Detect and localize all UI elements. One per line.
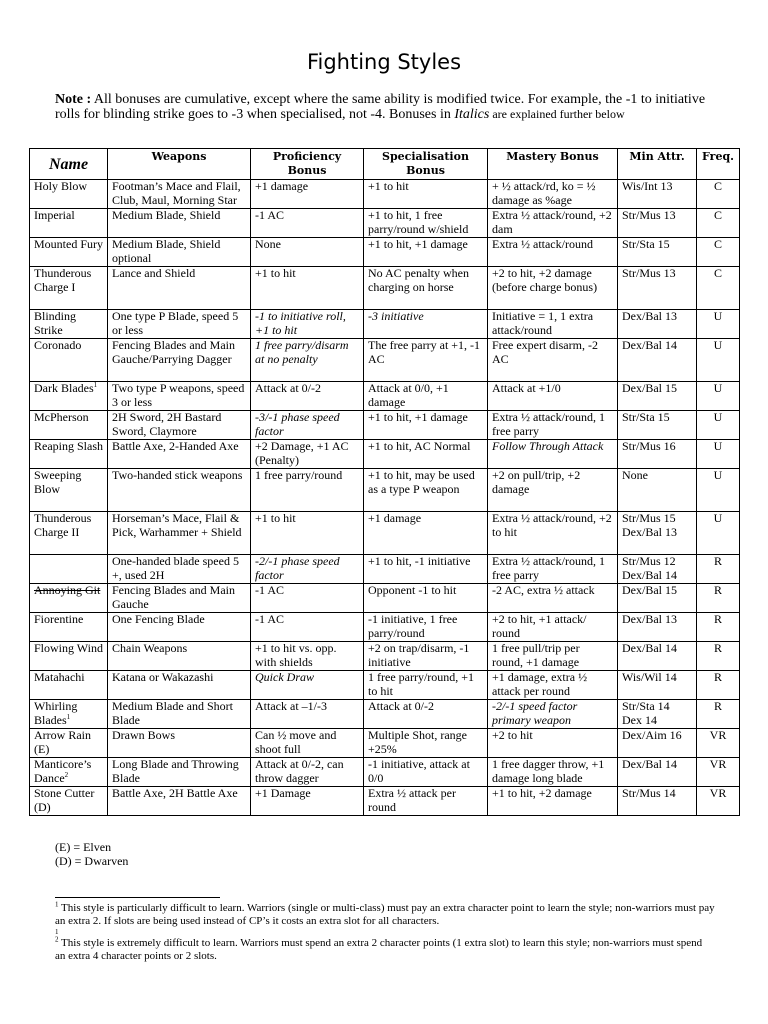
table-row xyxy=(30,787,740,816)
cell-specialisation: The free parry at +1, -1 AC xyxy=(364,339,488,382)
cell-weapons: Battle Axe, 2-Handed Axe xyxy=(108,440,251,469)
cell-freq: U xyxy=(697,440,740,469)
note-label: Note : xyxy=(55,92,92,107)
cell-mastery: +1 damage, extra ½ attack per round xyxy=(488,671,618,700)
cell-weapons: Long Blade and Throwing Blade xyxy=(108,758,251,787)
cell-proficiency: Attack at –1/-3 xyxy=(251,700,364,729)
table-row xyxy=(30,440,740,469)
cell-weapons: Horseman’s Mace, Flail & Pick, Warhammer + Shield xyxy=(108,512,251,555)
cell-freq: C xyxy=(697,238,740,267)
cell-name: Fiorentine xyxy=(30,613,108,642)
cell-mastery: Extra ½ attack/round, 1 free parry xyxy=(488,555,618,584)
cell-freq: R xyxy=(697,555,740,584)
header-proficiency-bonus: Proficiency Bonus xyxy=(251,149,364,180)
cell-specialisation: -1 initiative, 1 free parry/round xyxy=(364,613,488,642)
cell-name: Thunderous Charge II xyxy=(30,512,108,555)
cell-weapons: Two type P weapons, speed 3 or less xyxy=(108,382,251,411)
cell-proficiency: -1 AC xyxy=(251,584,364,613)
style-name: Manticore’s Dance xyxy=(34,757,92,785)
table-row xyxy=(30,267,740,310)
cell-weapons: Lance and Shield xyxy=(108,267,251,310)
cell-proficiency: Can ½ move and shoot full xyxy=(251,729,364,758)
header-freq: Freq. xyxy=(697,149,740,180)
table-row xyxy=(30,469,740,512)
cell-freq: C xyxy=(697,267,740,310)
footnote-1-text: This style is particularly difficult to learn. Warriors (single or multi-class) must pay an extra character point to learn the style; non-warriors must pay an extra 2. If slots are being used instead of CP’s it costs an extra slot for all characters. xyxy=(55,902,715,927)
cell-specialisation: +1 to hit, 1 free parry/round w/shield xyxy=(364,209,488,238)
cell-mastery: Follow Through Attack xyxy=(488,440,618,469)
cell-min-attr: Str/Mus 13 xyxy=(618,209,697,238)
legend-dwarven: (D) = Dwarven xyxy=(55,854,129,868)
stray-footnote-marker: 1 xyxy=(55,928,59,936)
cell-specialisation: +1 to hit, +1 damage xyxy=(364,411,488,440)
cell-freq: C xyxy=(697,209,740,238)
note-italics-word: Italics xyxy=(454,107,490,122)
cell-proficiency: None xyxy=(251,238,364,267)
cell-proficiency: 1 free parry/disarm at no penalty xyxy=(251,339,364,382)
fighting-styles-table xyxy=(29,148,740,816)
cell-freq: R xyxy=(697,700,740,729)
cell-proficiency: 1 free parry/round xyxy=(251,469,364,512)
header-specialisation-bonus: Specialisation Bonus xyxy=(364,149,488,180)
cell-specialisation: +1 to hit, may be used as a type P weapon xyxy=(364,469,488,512)
cell-mastery: Extra ½ attack/round, +2 to hit xyxy=(488,512,618,555)
cell-mastery: -2 AC, extra ½ attack xyxy=(488,584,618,613)
footnote-2-marker: 2 xyxy=(55,935,59,944)
table-row xyxy=(30,758,740,787)
legend xyxy=(55,840,128,868)
cell-mastery: + ½ attack/rd, ko = ½ damage as %age xyxy=(488,180,618,209)
cell-weapons: Battle Axe, 2H Battle Axe xyxy=(108,787,251,816)
cell-min-attr: Wis/Wil 14 xyxy=(618,671,697,700)
cell-proficiency: +1 damage xyxy=(251,180,364,209)
cell-weapons: Chain Weapons xyxy=(108,642,251,671)
table-row xyxy=(30,700,740,729)
cell-name: McPherson xyxy=(30,411,108,440)
cell-proficiency: +1 to hit xyxy=(251,512,364,555)
cell-specialisation: Multiple Shot, range +25% xyxy=(364,729,488,758)
cell-name: Sweeping Blow xyxy=(30,469,108,512)
header-mastery-bonus: Mastery Bonus xyxy=(488,149,618,180)
cell-freq: U xyxy=(697,310,740,339)
cell-min-attr: Str/Mus 13 xyxy=(618,267,697,310)
cell-weapons: Medium Blade, Shield xyxy=(108,209,251,238)
note-text-part2: are explained further below xyxy=(489,107,625,121)
cell-proficiency: -1 AC xyxy=(251,209,364,238)
cell-name: Reaping Slash xyxy=(30,440,108,469)
cell-weapons: Footman’s Mace and Flail, Club, Maul, Morning Star xyxy=(108,180,251,209)
cell-weapons: Fencing Blades and Main Gauche/Parrying Dagger xyxy=(108,339,251,382)
cell-weapons: Medium Blade, Shield optional xyxy=(108,238,251,267)
table-row xyxy=(30,180,740,209)
cell-specialisation: +1 to hit xyxy=(364,180,488,209)
cell-freq: U xyxy=(697,382,740,411)
cell-freq: VR xyxy=(697,787,740,816)
cell-min-attr: Dex/Bal 13 xyxy=(618,310,697,339)
cell-freq: R xyxy=(697,584,740,613)
cell-weapons: Katana or Wakazashi xyxy=(108,671,251,700)
cell-mastery: Extra ½ attack/round, 1 free parry xyxy=(488,411,618,440)
cell-name: Mounted Fury xyxy=(30,238,108,267)
cell-proficiency: -3/-1 phase speed factor xyxy=(251,411,364,440)
cell-specialisation: +1 damage xyxy=(364,512,488,555)
cell-min-attr: Str/Mus 12 Dex/Bal 14 xyxy=(618,555,697,584)
cell-min-attr: Str/Mus 15 Dex/Bal 13 xyxy=(618,512,697,555)
style-name: Dark Blades xyxy=(34,381,94,395)
footnotes xyxy=(55,902,715,963)
cell-proficiency: -1 AC xyxy=(251,613,364,642)
table-row xyxy=(30,209,740,238)
cell-mastery: +2 on pull/trip, +2 damage xyxy=(488,469,618,512)
cell-name: Flowing Wind xyxy=(30,642,108,671)
cell-min-attr: Str/Sta 14 Dex 14 xyxy=(618,700,697,729)
cell-name: Coronado xyxy=(30,339,108,382)
cell-mastery: +2 to hit, +2 damage (before charge bonus) xyxy=(488,267,618,310)
cell-proficiency: +1 Damage xyxy=(251,787,364,816)
table-row xyxy=(30,238,740,267)
footnote-1-marker: 1 xyxy=(55,900,59,909)
table-row xyxy=(30,411,740,440)
table-row xyxy=(30,613,740,642)
cell-name xyxy=(30,555,108,584)
cell-weapons: Fencing Blades and Main Gauche xyxy=(108,584,251,613)
cell-min-attr: Str/Sta 15 xyxy=(618,411,697,440)
cell-weapons: One Fencing Blade xyxy=(108,613,251,642)
cell-name: Thunderous Charge I xyxy=(30,267,108,310)
cell-freq: VR xyxy=(697,758,740,787)
cell-min-attr: Wis/Int 13 xyxy=(618,180,697,209)
cell-freq: VR xyxy=(697,729,740,758)
cell-min-attr: Str/Mus 14 xyxy=(618,787,697,816)
cell-name: Imperial xyxy=(30,209,108,238)
cell-specialisation: Opponent -1 to hit xyxy=(364,584,488,613)
style-name: Whirling Blades xyxy=(34,699,78,727)
cell-specialisation: 1 free parry/round, +1 to hit xyxy=(364,671,488,700)
cell-proficiency: Attack at 0/-2, can throw dagger xyxy=(251,758,364,787)
cell-proficiency: -1 to initiative roll, +1 to hit xyxy=(251,310,364,339)
cell-min-attr: Str/Sta 15 xyxy=(618,238,697,267)
footnote-ref: 2 xyxy=(64,770,69,779)
cell-specialisation: -3 initiative xyxy=(364,310,488,339)
cell-name xyxy=(30,758,108,787)
table-row xyxy=(30,382,740,411)
cell-min-attr: Dex/Bal 14 xyxy=(618,758,697,787)
cell-specialisation: Attack at 0/-2 xyxy=(364,700,488,729)
cell-weapons: Two-handed stick weapons xyxy=(108,469,251,512)
intro-note xyxy=(55,92,715,122)
cell-specialisation: -1 initiative, attack at 0/0 xyxy=(364,758,488,787)
cell-specialisation: +1 to hit, -1 initiative xyxy=(364,555,488,584)
footnote-2 xyxy=(55,937,715,963)
cell-freq: R xyxy=(697,671,740,700)
footnote-2-text: This style is extremely difficult to learn. Warriors must spend an extra 2 character points (1 extra slot) to learn this style; non-warriors must spend an extra 4 character points or 2 slots. xyxy=(55,937,703,962)
cell-proficiency: Attack at 0/-2 xyxy=(251,382,364,411)
cell-proficiency: Quick Draw xyxy=(251,671,364,700)
cell-proficiency: +1 to hit xyxy=(251,267,364,310)
cell-min-attr: Dex/Bal 14 xyxy=(618,642,697,671)
cell-specialisation: No AC penalty when charging on horse xyxy=(364,267,488,310)
cell-name: Arrow Rain (E) xyxy=(30,729,108,758)
cell-mastery: Extra ½ attack/round xyxy=(488,238,618,267)
table-row xyxy=(30,555,740,584)
cell-min-attr: Dex/Bal 13 xyxy=(618,613,697,642)
cell-specialisation: +2 on trap/disarm, -1 initiative xyxy=(364,642,488,671)
cell-name: Matahachi xyxy=(30,671,108,700)
table-row xyxy=(30,729,740,758)
cell-mastery: +1 to hit, +2 damage xyxy=(488,787,618,816)
cell-min-attr: Dex/Bal 15 xyxy=(618,382,697,411)
footnote-separator xyxy=(55,897,220,898)
table-row xyxy=(30,310,740,339)
cell-specialisation: +1 to hit, +1 damage xyxy=(364,238,488,267)
cell-mastery: Attack at +1/0 xyxy=(488,382,618,411)
cell-min-attr: Dex/Bal 14 xyxy=(618,339,697,382)
cell-proficiency: -2/-1 phase speed factor xyxy=(251,555,364,584)
note-text-part1: All bonuses are cumulative, except where the same ability is modified twice. For example, the -1 to initiative rolls for blinding strike goes to -3 when specialised, not -4. Bonuses in xyxy=(55,92,706,122)
cell-mastery: 1 free dagger throw, +1 damage long blade xyxy=(488,758,618,787)
cell-specialisation: Attack at 0/0, +1 damage xyxy=(364,382,488,411)
table-header-row xyxy=(30,149,740,180)
cell-proficiency: +1 to hit vs. opp. with shields xyxy=(251,642,364,671)
cell-min-attr: Str/Mus 16 xyxy=(618,440,697,469)
cell-mastery: -2/-1 speed factor primary weapon xyxy=(488,700,618,729)
cell-mastery: Free expert disarm, -2 AC xyxy=(488,339,618,382)
footnote-ref: 1 xyxy=(93,381,98,389)
cell-freq: R xyxy=(697,642,740,671)
cell-min-attr: Dex/Aim 16 xyxy=(618,729,697,758)
cell-freq: U xyxy=(697,469,740,512)
table-row xyxy=(30,671,740,700)
cell-weapons: Drawn Bows xyxy=(108,729,251,758)
cell-mastery: +2 to hit xyxy=(488,729,618,758)
cell-specialisation: +1 to hit, AC Normal xyxy=(364,440,488,469)
cell-mastery: +2 to hit, +1 attack/ round xyxy=(488,613,618,642)
cell-weapons: One type P Blade, speed 5 or less xyxy=(108,310,251,339)
table-row xyxy=(30,642,740,671)
cell-name: Stone Cutter (D) xyxy=(30,787,108,816)
header-min-attr: Min Attr. xyxy=(618,149,697,180)
page-title: Fighting Styles xyxy=(306,50,462,74)
table-row xyxy=(30,512,740,555)
cell-freq: U xyxy=(697,339,740,382)
header-name: Name xyxy=(30,149,108,180)
cell-min-attr: Dex/Bal 15 xyxy=(618,584,697,613)
cell-name: Annoying Git xyxy=(30,584,108,613)
cell-freq: U xyxy=(697,411,740,440)
cell-name: Blinding Strike xyxy=(30,310,108,339)
cell-name: Holy Blow xyxy=(30,180,108,209)
cell-mastery: 1 free pull/trip per round, +1 damage xyxy=(488,642,618,671)
table-row xyxy=(30,339,740,382)
legend-elven: (E) = Elven xyxy=(55,840,112,854)
cell-mastery: Extra ½ attack/round, +2 dam xyxy=(488,209,618,238)
cell-weapons: 2H Sword, 2H Bastard Sword, Claymore xyxy=(108,411,251,440)
cell-specialisation: Extra ½ attack per round xyxy=(364,787,488,816)
cell-freq: R xyxy=(697,613,740,642)
cell-min-attr: None xyxy=(618,469,697,512)
cell-proficiency: +2 Damage, +1 AC (Penalty) xyxy=(251,440,364,469)
cell-freq: U xyxy=(697,512,740,555)
header-weapons: Weapons xyxy=(108,149,251,180)
footnote-ref: 1 xyxy=(66,712,71,721)
cell-weapons: Medium Blade and Short Blade xyxy=(108,700,251,729)
table-row xyxy=(30,584,740,613)
cell-weapons: One-handed blade speed 5 +, used 2H xyxy=(108,555,251,584)
cell-mastery: Initiative = 1, 1 extra attack/round xyxy=(488,310,618,339)
cell-name xyxy=(30,382,108,411)
footnote-1 xyxy=(55,902,715,928)
cell-freq: C xyxy=(697,180,740,209)
cell-name xyxy=(30,700,108,729)
